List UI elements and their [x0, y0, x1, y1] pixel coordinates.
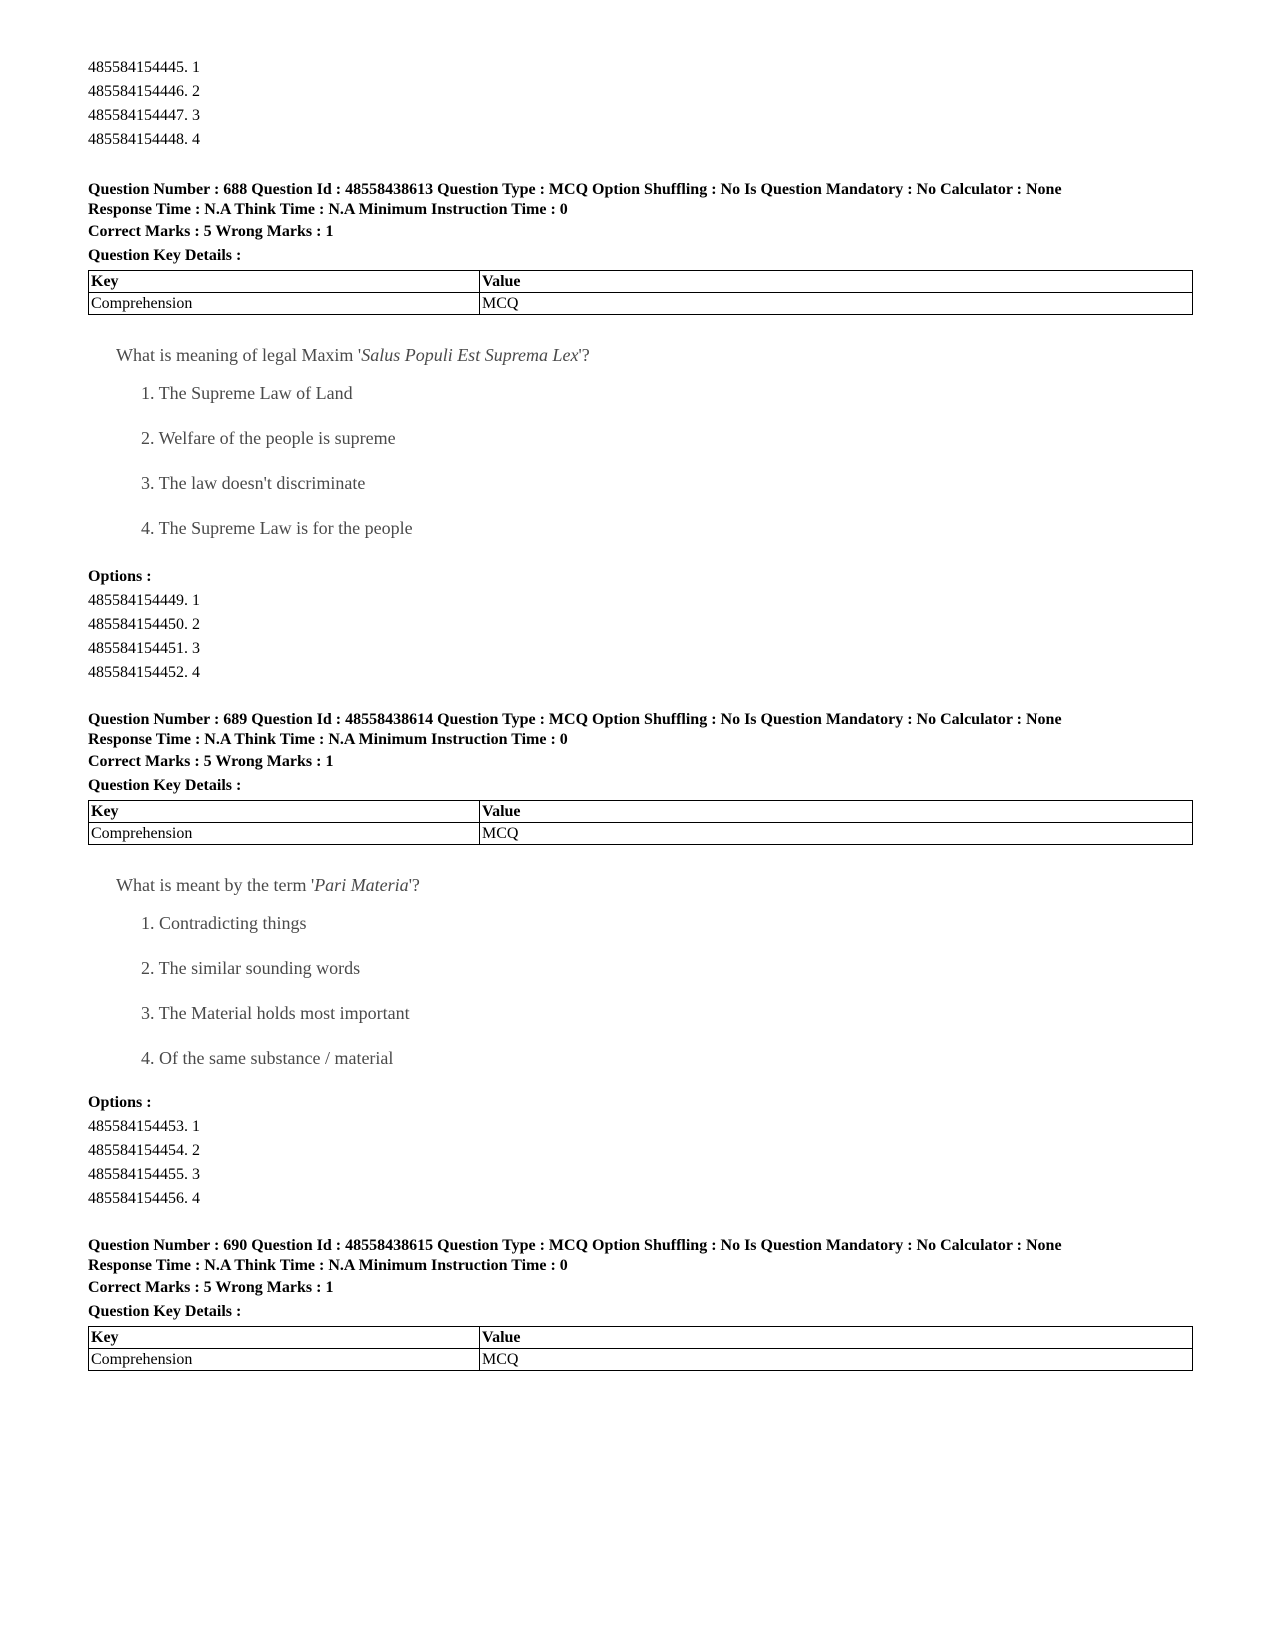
- option-line: 485584154446. 2: [88, 83, 200, 100]
- question-text: [116, 871, 1193, 899]
- option-line: 485584154452. 4: [88, 664, 200, 681]
- key-details-table: [88, 270, 1193, 315]
- question-text-suffix: '?: [578, 345, 590, 365]
- table-header-value: Value: [480, 1327, 1193, 1349]
- question-header-line2: Response Time : N.A Think Time : N.A Minimum Instruction Time : 0: [88, 731, 568, 748]
- question-text-italic: Salus Populi Est Suprema Lex: [361, 345, 579, 365]
- question-block-690: [88, 1236, 1193, 1371]
- question-text-italic: Pari Materia: [314, 875, 409, 895]
- table-cell-value: MCQ: [480, 1349, 1193, 1371]
- answer-choice: 4. The Supreme Law is for the people: [141, 518, 413, 538]
- answer-choice: 3. The Material holds most important: [141, 1003, 410, 1023]
- key-details-table: [88, 1326, 1193, 1371]
- question-block-688: [88, 180, 1193, 685]
- question-image: [116, 341, 1193, 551]
- question-text-prefix: What is meaning of legal Maxim ': [116, 345, 362, 365]
- answer-choice: 3. The law doesn't discriminate: [141, 473, 366, 493]
- question-block-689: [88, 710, 1193, 1211]
- table-cell-key: Comprehension: [89, 823, 480, 845]
- table-header-row: [89, 271, 1193, 293]
- question-header: [88, 710, 1193, 750]
- table-header-key: Key: [89, 271, 480, 293]
- answer-choice: 1. Contradicting things: [141, 913, 307, 933]
- option-line: 485584154456. 4: [88, 1190, 200, 1207]
- key-details-label: Question Key Details :: [88, 1303, 242, 1320]
- table-header-row: [89, 801, 1193, 823]
- option-line: 485584154445. 1: [88, 59, 200, 76]
- question-header-line2: Response Time : N.A Think Time : N.A Minimum Instruction Time : 0: [88, 1257, 568, 1274]
- table-cell-value: MCQ: [480, 823, 1193, 845]
- question-text-suffix: '?: [408, 875, 420, 895]
- table-row: [89, 1349, 1193, 1371]
- marks-line: Correct Marks : 5 Wrong Marks : 1: [88, 753, 334, 770]
- question-header-line1: Question Number : 689 Question Id : 48558438614 Question Type : MCQ Option Shuffling : No Is Question Mandatory : No Calculator : None: [88, 711, 1062, 728]
- table-header-value: Value: [480, 271, 1193, 293]
- question-header: [88, 1236, 1193, 1276]
- table-cell-value: MCQ: [480, 293, 1193, 315]
- key-details-table: [88, 800, 1193, 845]
- question-text: [116, 341, 1193, 369]
- option-line: 485584154448. 4: [88, 131, 200, 148]
- option-line: 485584154454. 2: [88, 1142, 200, 1159]
- question-header-line2: Response Time : N.A Think Time : N.A Minimum Instruction Time : 0: [88, 201, 568, 218]
- table-header-key: Key: [89, 801, 480, 823]
- key-details-label: Question Key Details :: [88, 247, 242, 264]
- option-line: 485584154451. 3: [88, 640, 200, 657]
- option-line: 485584154449. 1: [88, 592, 200, 609]
- marks-line: Correct Marks : 5 Wrong Marks : 1: [88, 223, 334, 240]
- table-row: [89, 293, 1193, 315]
- answer-choice: 2. The similar sounding words: [141, 958, 361, 978]
- key-details-label: Question Key Details :: [88, 777, 242, 794]
- question-text-prefix: What is meant by the term ': [116, 875, 315, 895]
- answer-choice: 4. Of the same substance / material: [141, 1048, 394, 1068]
- option-line: 485584154447. 3: [88, 107, 200, 124]
- option-line: 485584154453. 1: [88, 1118, 200, 1135]
- table-header-value: Value: [480, 801, 1193, 823]
- question-header-line1: Question Number : 690 Question Id : 48558438615 Question Type : MCQ Option Shuffling : No Is Question Mandatory : No Calculator : None: [88, 1237, 1062, 1254]
- table-cell-key: Comprehension: [89, 293, 480, 315]
- table-cell-key: Comprehension: [89, 1349, 480, 1371]
- table-header-key: Key: [89, 1327, 480, 1349]
- answer-choice: 2. Welfare of the people is supreme: [141, 428, 396, 448]
- answer-choice: 1. The Supreme Law of Land: [141, 383, 353, 403]
- option-line: 485584154455. 3: [88, 1166, 200, 1183]
- question-image: [116, 871, 1193, 1081]
- options-label: Options :: [88, 1094, 152, 1111]
- previous-options-list: [88, 56, 200, 152]
- options-label: Options :: [88, 568, 152, 585]
- question-header-line1: Question Number : 688 Question Id : 48558438613 Question Type : MCQ Option Shuffling : No Is Question Mandatory : No Calculator : None: [88, 181, 1062, 198]
- marks-line: Correct Marks : 5 Wrong Marks : 1: [88, 1279, 334, 1296]
- table-row: [89, 823, 1193, 845]
- question-header: [88, 180, 1193, 220]
- table-header-row: [89, 1327, 1193, 1349]
- option-line: 485584154450. 2: [88, 616, 200, 633]
